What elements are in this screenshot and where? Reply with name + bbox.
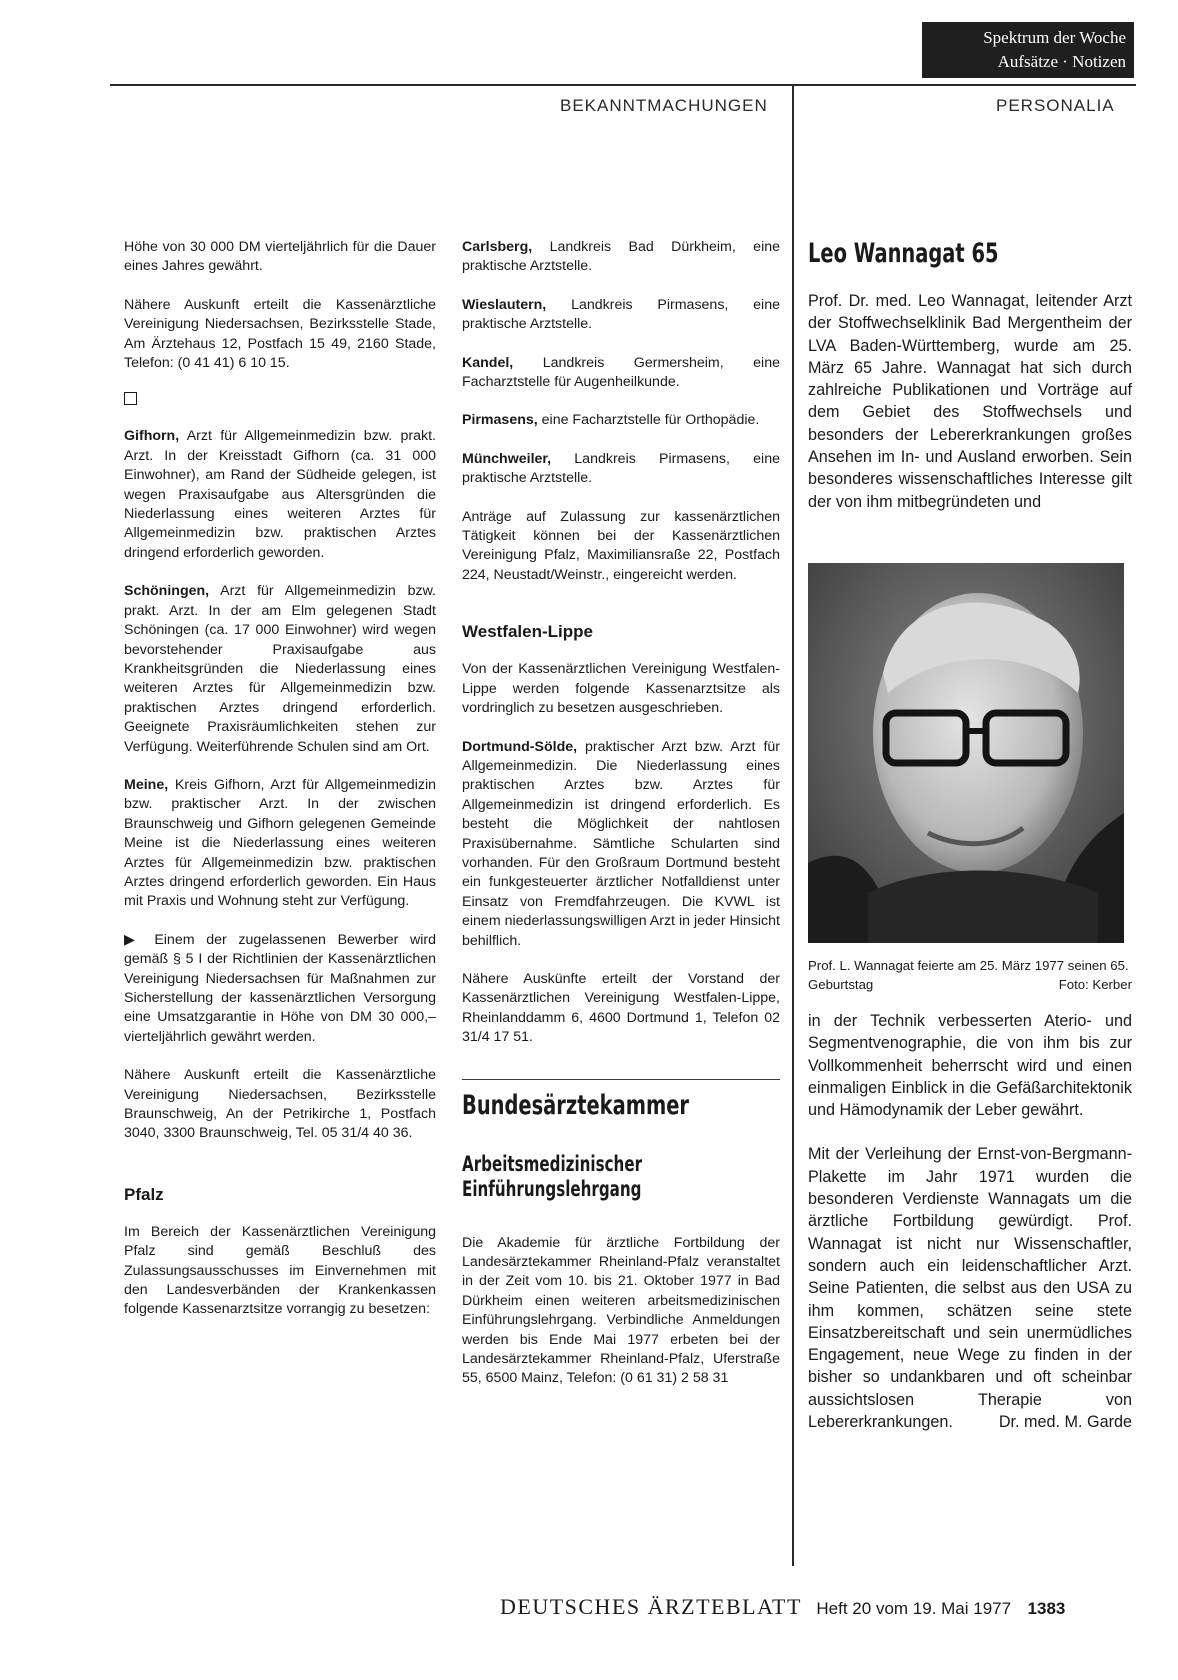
- article-paragraph: [808, 1143, 1132, 1433]
- paragraph: Nähere Auskunft erteilt die Kassenärztliche Vereinigung Niedersachsen, Bezirksstelle Stade, Am Ärztehaus 12, Postfach 15 49, 2160 Stade, Telefon: (0 41 41) 6 10 15.: [124, 296, 436, 372]
- listing-text: Landkreis Pirmasens, eine praktische Arztstelle.: [462, 296, 780, 333]
- column-divider: [792, 86, 794, 1566]
- caption-text: Prof. L. Wannagat feierte am 25. März 1977 seinen 65. Geburtstag: [808, 957, 1129, 992]
- place-name: Wieslautern,: [462, 296, 547, 313]
- place-name: Carlsberg,: [462, 239, 533, 255]
- listing-carlsberg: [462, 238, 780, 277]
- publication-name: DEUTSCHES ÄRZTEBLATT: [500, 1594, 802, 1619]
- place-name: Pirmasens,: [462, 412, 538, 429]
- section-badge: [922, 22, 1134, 78]
- place-name: Meine,: [124, 776, 169, 793]
- listing-schoeningen: [124, 582, 436, 757]
- author-name: Dr. med. M. Garde: [998, 1413, 1132, 1432]
- article-paragraph: in der Technik verbesserten Aterio- und Segmentvenographie, die von ihm bis zur Vollkommenheit beherrscht wird und einen einmaligen Einblick in die Gefäßarchitektonik und Hämodynamik der Leber gewährt.: [808, 1011, 1132, 1120]
- column-3: [808, 238, 1132, 1433]
- subheading-line-1: Arbeitsmedizinischer: [462, 1151, 643, 1176]
- note-paragraph: [124, 931, 436, 1047]
- rubric-bekanntmachungen: BEKANNTMACHUNGEN: [560, 96, 768, 115]
- paragraph: Nähere Auskünfte erteilt der Vorstand der Kassenärztlichen Vereinigung Westfalen-Lippe, Rheinlanddamm 6, 4600 Dortmund 1, Telefon 02 31/4 17 51.: [462, 970, 780, 1046]
- heading-bundesaerztekammer: Bundesärztekammer: [462, 1089, 690, 1121]
- issue-info: Heft 20 vom 19. Mai 1977: [816, 1599, 1012, 1618]
- page-footer: [500, 1594, 1065, 1620]
- square-box-icon: [124, 392, 137, 405]
- listing-dortmund: [462, 738, 780, 951]
- listing-text: Landkreis Germersheim, eine Facharztstelle für Augenheilkunde.: [462, 354, 780, 391]
- heading-pfalz: Pfalz: [124, 1184, 164, 1204]
- listing-text: praktischer Arzt bzw. Arzt für Allgemeinmedizin. Die Niederlassung eines praktischen Arztes bzw. Arztes für Allgemeinmedizin ist dringend erforderlich. Es besteht die Möglichkeit der nahtlosen Praxisübernahme. Sämtliche Schularten sind vorhanden. Für den Großraum Dortmund besteht ein funkgesteuerter ärztlicher Notfalldienst unter Einsatz von Fremdfahrzeugen. Die KVWL ist einem niederlassungswilligen Arzt in jeder Hinsicht behilflich.: [462, 738, 780, 949]
- article-text: Mit der Verleihung der Ernst-von-Bergmann-Plakette im Jahr 1971 wurden die besonderen Verdienste Wannagats um die ärztliche Fortbildung gewürdigt. Prof. Wannagat ist nicht nur Wissenschaftler, sondern auch ein leidenschaftlicher Arzt. Seine Patienten, die selbst aus den USA zu ihm kommen, schätzen seine stete Einsatzbereitschaft und sein unermüdliches Engagement, neue Wege zu finden in der bisher so undankbaren und oft scheinbar aussichtslosen Therapie von Lebererkrankungen.: [808, 1145, 1132, 1432]
- section-subtitle: Aufsätze · Notizen: [997, 52, 1126, 71]
- top-rule: [110, 84, 1136, 86]
- paragraph: Anträge auf Zulassung zur kassenärztlichen Tätigkeit können bei der Kassenärztlichen Vereinigung Pfalz, Maximiliansraße 22, Postfach 224, Neustadt/Weinstr., eingereicht werden.: [462, 508, 780, 583]
- subheading-line-2: Einführungslehrgang: [462, 1176, 642, 1201]
- paragraph: Im Bereich der Kassenärztlichen Vereinigung Pfalz sind gemäß Beschluß des Zulassungsausschusses im Einvernehmen mit den Landesverbänden der Krankenkassen folgende Kassenarztsitze vorrangig zu besetzen:: [124, 1223, 436, 1318]
- paragraph: Die Akademie für ärztliche Fortbildung der Landesärztekammer Rheinland-Pfalz veranstaltet in der Zeit vom 10. bis 21. Oktober 1977 in Bad Dürkheim einen weiteren arbeitsmedizinischen Einführungslehrgang. Verbindliche Anmeldungen werden bis Ende Mai 1977 erbeten bei der Landesärztekammer Rheinland-Pfalz, Uferstraße 55, 6500 Mainz, Telefon: (0 61 31) 2 58 31: [462, 1234, 780, 1387]
- listing-text: Landkreis Pirmasens, eine praktische Arztstelle.: [462, 450, 780, 487]
- place-name: Kandel,: [462, 354, 514, 371]
- page-number: 1383: [1027, 1599, 1066, 1618]
- listing-muenchweiler: [462, 450, 780, 489]
- listing-text: Kreis Gifhorn, Arzt für Allgemeinmedizin bzw. praktischer Arzt. In der zwischen Braunschweig und Gifhorn gelegenen Gemeinde Meine ist die Niederlassung eines weiteren Arztes für Allgemeinmedizin bzw. praktischen Arztes dringend erforderlich geworden. Ein Haus mit Praxis und Wohnung steht zur Verfügung.: [124, 776, 436, 910]
- place-name: Dortmund-Sölde,: [462, 738, 578, 755]
- place-name: Münchweiler,: [462, 450, 552, 467]
- note-text: Einem der zugelassenen Bewerber wird gemäß § 5 I der Richtlinien der Kassenärztlichen Vereinigung Niedersachsen für Maßnahmen zur Sicherstellung der kassenärztlichen Versorgung eine Umsatzgarantie in Höhe von DM 30 000,– vierteljährlich gewährt werden.: [124, 931, 436, 1045]
- triangle-right-icon: ▶: [124, 931, 143, 948]
- listing-text: Arzt für Allgemeinmedizin bzw. prakt. Arzt. In der Kreisstadt Gifhorn (ca. 31 000 Einwohner), am Rand der Südheide gelegen, ist wegen Praxisaufgabe aus Altersgründen die Niederlassung eines weiteren Arztes für Allgemeinmedizin bzw. praktischen Arztes dringend erforderlich geworden.: [124, 428, 436, 561]
- listing-text: eine Facharztstelle für Orthopädie.: [541, 412, 760, 429]
- listing-pirmasens: [462, 411, 780, 430]
- paragraph: Höhe von 30 000 DM vierteljährlich für die Dauer eines Jahres gewährt.: [124, 239, 436, 275]
- portrait-photo: [808, 563, 1124, 943]
- listing-kandel: [462, 354, 780, 393]
- rubric-personalia: PERSONALIA: [996, 96, 1115, 115]
- photo-credit: Foto: Kerber: [1058, 976, 1132, 992]
- article-title: Leo Wannagat 65: [808, 238, 999, 269]
- place-name: Gifhorn,: [124, 428, 180, 445]
- section-title: Spektrum der Woche: [983, 28, 1126, 47]
- section-rule: [462, 1079, 780, 1080]
- listing-meine: [124, 776, 436, 912]
- photo-caption: [808, 956, 1132, 994]
- listing-wieslautern: [462, 296, 780, 335]
- listing-text: Landkreis Bad Dürkheim, eine praktische Arztstelle.: [462, 239, 780, 275]
- article-paragraph: Prof. Dr. med. Leo Wannagat, leitender Arzt der Stoffwechselklinik Bad Mergentheim der LVA Baden-Württemberg, wurde am 25. März 65 Jahre. Wannagat hat sich durch zahlreiche Publikationen und Vorträge auf dem Gebiet des Stoffwechsels und besonders der Lebererkrankungen großes Ansehen im In- und Ausland erworben. Sein besonderes wissenschaftliches Interesse gilt der von ihm mitbegründeten und: [808, 292, 1132, 511]
- listing-gifhorn: [124, 427, 436, 563]
- heading-westfalen-lippe: Westfalen-Lippe: [462, 622, 593, 642]
- listing-text: Arzt für Allgemeinmedizin bzw. prakt. Arzt. In der am Elm gelegenen Stadt Schöningen (ca. 17 000 Einwohner) wird wegen bevorstehender Praxisaufgabe aus Krankheitsgründen die Niederlassung eines weiteren Arztes für Allgemeinmedizin bzw. praktischen Arztes dringend erforderlich. Geeignete Praxisräumlichkeiten stehen zur Verfügung. Weiterführende Schulen sind am Ort.: [124, 583, 436, 755]
- column-1: [124, 238, 436, 1339]
- paragraph: Von der Kassenärztlichen Vereinigung Westfalen-Lippe werden folgende Kassenarztsitze als vordringlich zu besetzen ausgeschrieben.: [462, 661, 780, 717]
- paragraph: Nähere Auskunft erteilt die Kassenärztliche Vereinigung Niedersachsen, Bezirksstelle Braunschweig, An der Petrikirche 1, Postfach 3040, 3300 Braunschweig, Tel. 05 31/4 40 36.: [124, 1067, 436, 1142]
- column-2: [462, 238, 780, 1408]
- place-name: Schöningen,: [124, 583, 210, 600]
